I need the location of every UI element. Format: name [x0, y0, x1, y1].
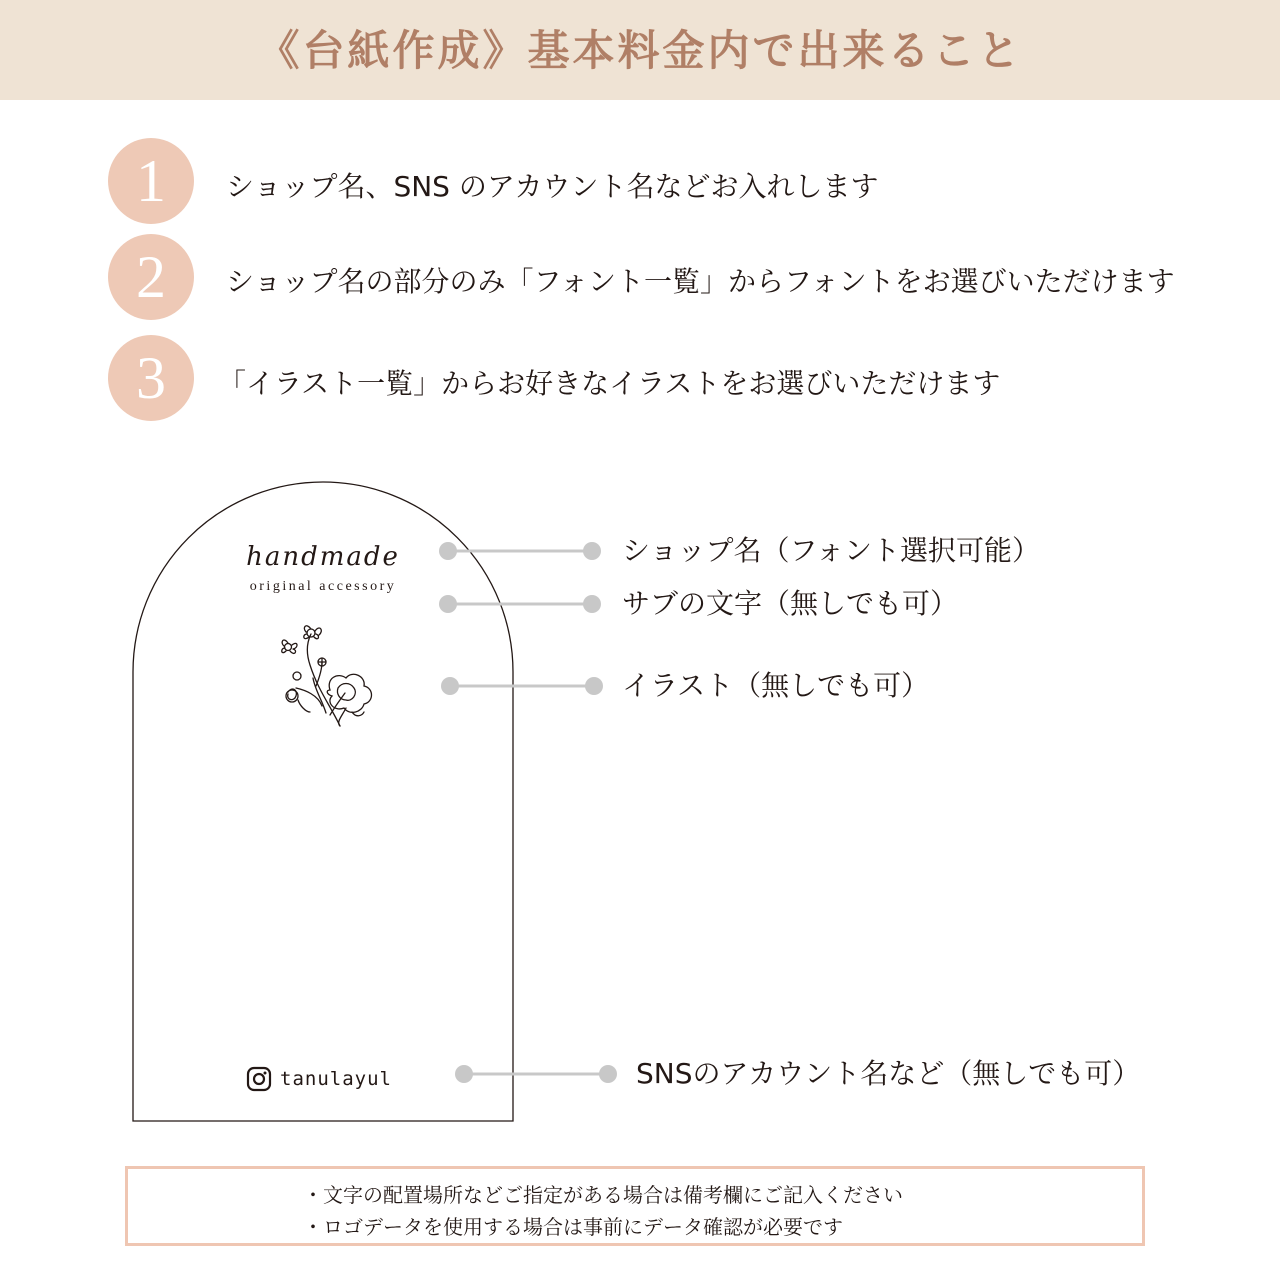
step-1-number: 1	[108, 138, 194, 224]
label-sns: SNSのアカウント名など（無しでも可）	[636, 1057, 1141, 1090]
step-2-number: 2	[108, 234, 194, 320]
instagram-icon	[246, 1066, 272, 1092]
sns-handle: tanulayul	[280, 1068, 392, 1090]
notes-box	[125, 1166, 1145, 1246]
card-shop-name: handmade	[246, 542, 400, 572]
note-1: ・文字の配置場所などご指定がある場合は備考欄にご記入ください	[303, 1183, 903, 1207]
step-3-number: 3	[108, 335, 194, 421]
step-1-text: ショップ名、SNS のアカウント名などお入れします	[226, 170, 879, 203]
card-outline	[133, 482, 513, 1121]
label-illustration: イラスト（無しでも可）	[622, 669, 930, 702]
note-2: ・ロゴデータを使用する場合は事前にデータ確認が必要です	[303, 1215, 843, 1239]
label-sub-text: サブの文字（無しでも可）	[622, 587, 959, 620]
label-shop-name: ショップ名（フォント選択可能）	[622, 534, 1041, 567]
card-sns-row	[246, 1064, 392, 1094]
step-3-text: 「イラスト一覧」からお好きなイラストをお選びいただけます	[218, 367, 1001, 400]
page-title: 《台紙作成》基本料金内で出来ること	[257, 26, 1023, 75]
step-2-text: ショップ名の部分のみ「フォント一覧」からフォントをお選びいただけます	[226, 265, 1175, 298]
card-subtitle: original accessory	[249, 579, 397, 594]
